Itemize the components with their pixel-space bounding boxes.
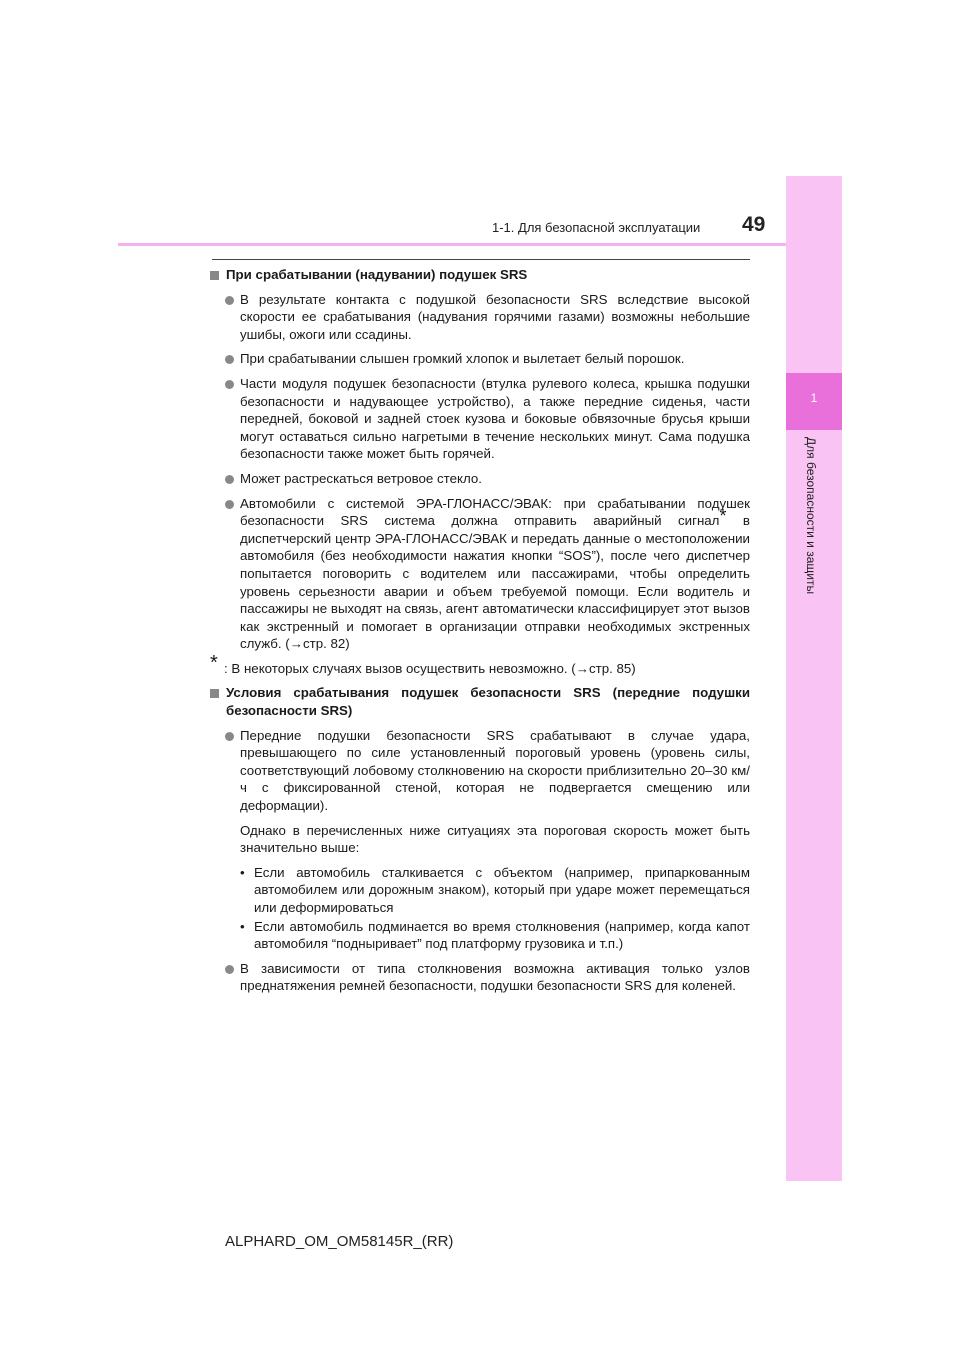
page-reference-link[interactable]: стр. 85) bbox=[588, 660, 636, 676]
list-item bbox=[210, 960, 750, 995]
list-item-text: При срабатывании слышен громкий хлопок и вылетает белый порошок. bbox=[240, 351, 685, 367]
document-code: ALPHARD_OM_OM58145R_(RR) bbox=[225, 1233, 454, 1250]
list-item-text: Передние подушки безопасности SRS срабатывают в случае удара, превышающего по силе установленный пороговый уровень (уровень силы, соответствующий лобовому столкновению на скорости приблизительно 20–30 км/ч с фиксированной стеной, которая не подвергается смещению или деформации). bbox=[240, 727, 750, 814]
arrow-right-icon: → bbox=[289, 636, 303, 652]
heading-text: Условия срабатывания подушек безопасности SRS (передние подушки безопасности SRS) bbox=[226, 685, 750, 719]
paragraph: Однако в перечисленных ниже ситуациях эта пороговая скорость может быть значительно выше: bbox=[240, 822, 750, 856]
circle-bullet-icon bbox=[225, 355, 234, 364]
list-item bbox=[210, 291, 750, 344]
footnote-marker: * bbox=[719, 505, 727, 526]
section-title: 1-1. Для безопасной эксплуатации bbox=[492, 220, 701, 235]
header-divider bbox=[118, 243, 786, 246]
circle-bullet-icon bbox=[225, 475, 234, 484]
chapter-title-vertical: Для безопасности и защиты bbox=[804, 437, 818, 595]
list-item-era-glonass bbox=[210, 495, 750, 653]
list-item bbox=[210, 350, 750, 368]
square-bullet-icon bbox=[210, 689, 219, 698]
chapter-number-block[interactable] bbox=[786, 373, 842, 430]
list-item-text: Автомобили с системой ЭРА-ГЛОНАСС/ЭВАК: при срабатывании подушек безопасности SRS система должна отправить аварийный сигнал bbox=[240, 495, 750, 529]
list-item bbox=[210, 375, 750, 463]
page-content bbox=[210, 266, 750, 1002]
list-item-text-continued: в диспетчерский центр ЭРА-ГЛОНАСС/ЭВАК и передать данные о местоположении автомобиля (без необходимости нажатия кнопки “SOS”), после чего диспетчер попытается поговорить с водителем или пассажирами, чтобы определить уровень серьезности аварии и объем требуемой помощи. Если водитель и пассажиры не выходят на связь, агент автоматически классифицирует этот вызов как экстренный и помогает в организации отправки необходимых экстренных служб. ( bbox=[240, 513, 750, 652]
sub-list-item-text: Если автомобиль подминается во время столкновения (например, когда капот автомобиля “подныривает” под платформу грузовика и т.п.) bbox=[254, 918, 750, 952]
circle-bullet-icon bbox=[225, 500, 234, 509]
section-heading bbox=[210, 266, 750, 284]
dot-marker: • bbox=[240, 864, 245, 880]
circle-bullet-icon bbox=[225, 965, 234, 974]
footnote bbox=[210, 651, 750, 678]
list-item-text: Части модуля подушек безопасности (втулка рулевого колеса, крышка подушки безопасности и надувающее устройство), а также передние сиденья, части передней, боковой и задней стоек кузова и боковые обвязочные брусья крыши могут оставаться сильно нагретыми в течение нескольких минут. Сама подушка безопасности также может быть горячей. bbox=[240, 375, 750, 462]
page-reference-link[interactable]: стр. 82) bbox=[302, 636, 350, 652]
chapter-number: 1 bbox=[810, 391, 818, 405]
square-bullet-icon bbox=[210, 271, 219, 280]
list-item-text: В зависимости от типа столкновения возможна активация только узлов преднатяжения ремней безопасности, подушки безопасности SRS для коленей. bbox=[240, 960, 750, 994]
list-item bbox=[210, 727, 750, 815]
list-item-text: В результате контакта с подушкой безопасности SRS вследствие высокой скорости ее срабатывания (надувания горячими газами) возможны небольшие ушибы, ожоги или ссадины. bbox=[240, 291, 750, 342]
list-item bbox=[210, 470, 750, 488]
circle-bullet-icon bbox=[225, 732, 234, 741]
circle-bullet-icon bbox=[225, 296, 234, 305]
dot-marker: • bbox=[240, 918, 245, 934]
sub-list-item bbox=[210, 918, 750, 953]
footnote-text: : В некоторых случаях вызов осуществить невозможно. ( bbox=[224, 660, 576, 676]
list-item-text: Может растрескаться ветровое стекло. bbox=[240, 470, 482, 486]
footnote-star: * bbox=[210, 651, 218, 674]
content-top-rule bbox=[212, 259, 750, 260]
section-heading bbox=[210, 684, 750, 719]
sub-list-item-text: Если автомобиль сталкивается с объектом (например, припаркованным автомобилем или дорожным знаком), который при ударе может перемещаться или деформироваться bbox=[254, 864, 750, 915]
sub-list-item bbox=[210, 864, 750, 917]
chapter-side-tab bbox=[786, 176, 842, 1181]
arrow-right-icon: → bbox=[575, 660, 589, 676]
page-number: 49 bbox=[742, 213, 766, 236]
circle-bullet-icon bbox=[225, 380, 234, 389]
heading-text: При срабатывании (надувании) подушек SRS bbox=[226, 267, 528, 282]
